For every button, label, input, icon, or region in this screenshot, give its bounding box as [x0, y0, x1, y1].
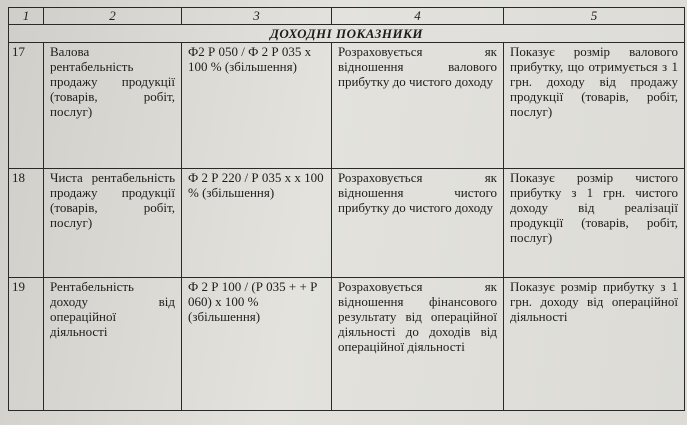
- indicator-meaning: Показує розмір чистого прибутку з 1 грн. чистого доходу від реалізації продукції (товарів, робіт, послуг): [504, 169, 685, 278]
- calculation-method: Розраховується як відношення фінансового результату від операційної діяльності до доходів від операційної діяльності: [332, 278, 504, 411]
- table-row: [9, 278, 685, 411]
- column-number: 1: [9, 8, 44, 25]
- indicator-formula: Ф 2 Р 220 / Р 035 х х 100 % (збільшення): [182, 169, 332, 278]
- column-number-row: [9, 8, 685, 25]
- indicator-formula: Ф 2 Р 100 / (Р 035 + + Р 060) х 100 % (збільшення): [182, 278, 332, 411]
- section-title: ДОХОДНІ ПОКАЗНИКИ: [9, 25, 685, 43]
- column-number: 4: [332, 8, 504, 25]
- row-number: 19: [9, 278, 44, 411]
- calculation-method: Розраховується як відношення валового прибутку до чистого доходу: [332, 43, 504, 169]
- indicator-name: Чиста рентабельність продажу продукції (товарів, робіт, послуг): [44, 169, 182, 278]
- table-row: [9, 43, 685, 169]
- column-number: 2: [44, 8, 182, 25]
- row-number: 17: [9, 43, 44, 169]
- indicator-meaning: Показує розмір валового прибутку, що отримується з 1 грн. доходу від продажу продукції (товарів, робіт, послуг): [504, 43, 685, 169]
- indicator-formula: Ф2 Р 050 / Ф 2 Р 035 х 100 % (збільшення): [182, 43, 332, 169]
- column-number: 5: [504, 8, 685, 25]
- table-row: [9, 169, 685, 278]
- column-number: 3: [182, 8, 332, 25]
- row-number: 18: [9, 169, 44, 278]
- section-header-row: [9, 25, 685, 43]
- indicators-table: [8, 7, 685, 411]
- calculation-method: Розраховується як відношення чистого прибутку до чистого доходу: [332, 169, 504, 278]
- indicator-meaning: Показує розмір прибутку з 1 грн. доходу від операційної діяльності: [504, 278, 685, 411]
- indicator-name: Рентабельність доходу від операційної діяльності: [44, 278, 182, 411]
- indicator-name: Валова рентабельність продажу продукції (товарів, робіт, послуг): [44, 43, 182, 169]
